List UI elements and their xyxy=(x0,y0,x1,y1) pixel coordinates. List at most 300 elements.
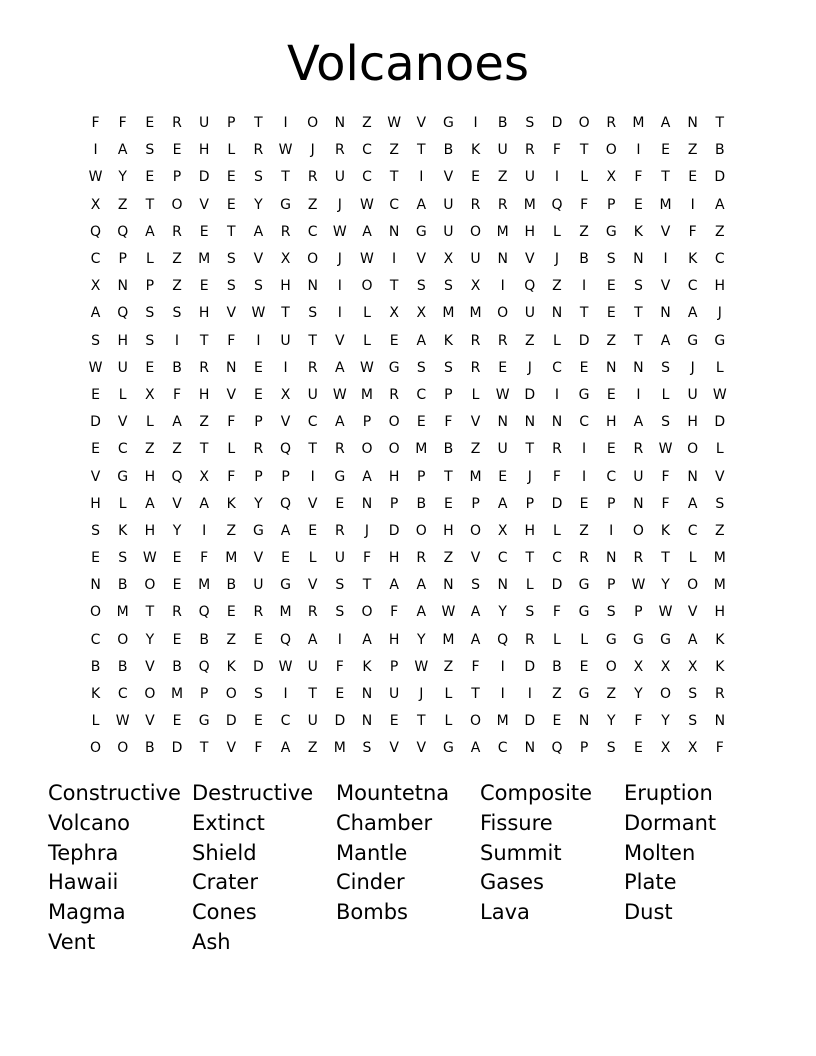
grid-row xyxy=(82,219,742,246)
grid-letter: R xyxy=(497,196,508,213)
grid-letter: I xyxy=(419,169,424,186)
grid-letter: Z xyxy=(172,251,182,268)
grid-letter: R xyxy=(199,359,209,376)
grid-letter: Z xyxy=(226,631,237,648)
grid-letter: S xyxy=(416,278,426,295)
grid-letter: L xyxy=(227,142,236,159)
grid-letter: K xyxy=(362,658,372,675)
grid-letter: E xyxy=(172,142,182,159)
grid-letter: H xyxy=(280,278,291,295)
grid-letter: Q xyxy=(90,223,102,240)
grid-letter: R xyxy=(253,142,264,159)
grid-letter: R xyxy=(470,359,481,376)
grid-letter: A xyxy=(90,305,101,322)
grid-letter: F xyxy=(552,604,561,621)
grid-letter: J xyxy=(337,251,342,268)
grid-letter: A xyxy=(362,631,372,648)
grid-letter: S xyxy=(226,278,236,295)
grid-letter: E xyxy=(145,169,155,186)
grid-letter: E xyxy=(281,550,290,567)
grid-letter: M xyxy=(632,115,645,132)
grid-letter: P xyxy=(281,468,290,485)
grid-letter: K xyxy=(443,332,453,349)
grid-letter: F xyxy=(634,713,643,730)
grid-letter: P xyxy=(172,169,182,186)
grid-letter: T xyxy=(715,115,725,132)
grid-letter: I xyxy=(283,359,288,376)
grid-letter: F xyxy=(227,414,236,431)
grid-letter: R xyxy=(253,604,264,621)
grid-letter: B xyxy=(416,495,427,512)
grid-letter: I xyxy=(527,686,532,703)
grid-letter: Q xyxy=(551,196,563,213)
grid-letter: E xyxy=(606,278,616,295)
grid-letter: O xyxy=(388,414,400,431)
grid-letter: K xyxy=(90,686,101,703)
grid-letter: K xyxy=(118,522,128,539)
grid-row xyxy=(82,192,742,219)
grid-letter: B xyxy=(226,577,237,594)
grid-letter: O xyxy=(632,522,644,539)
grid-letter: E xyxy=(579,495,589,512)
grid-letter: L xyxy=(580,169,588,186)
word-list-item: Bombs xyxy=(336,900,408,925)
grid-letter: M xyxy=(442,305,455,322)
grid-letter: S xyxy=(443,359,453,376)
grid-letter: K xyxy=(226,495,236,512)
grid-letter: R xyxy=(307,604,318,621)
word-list-item: Mantle xyxy=(336,840,408,865)
grid-letter: X xyxy=(443,251,454,268)
grid-letter: Q xyxy=(198,658,210,675)
grid-letter: D xyxy=(551,577,563,594)
grid-letter: R xyxy=(552,441,562,458)
grid-letter: E xyxy=(172,550,182,567)
grid-letter: W xyxy=(88,169,103,186)
grid-letter: C xyxy=(606,468,617,485)
grid-letter: O xyxy=(660,686,672,703)
grid-letter: R xyxy=(416,550,427,567)
grid-letter: X xyxy=(497,522,508,539)
word-list xyxy=(48,778,778,957)
grid-letter: X xyxy=(280,251,291,268)
grid-letter: T xyxy=(416,713,426,730)
grid-letter: I xyxy=(473,115,478,132)
grid-letter: X xyxy=(660,658,671,675)
grid-letter: Q xyxy=(117,305,129,322)
grid-letter: D xyxy=(551,115,563,132)
grid-letter: O xyxy=(90,604,102,621)
grid-letter: G xyxy=(578,686,590,703)
grid-letter: M xyxy=(198,577,211,594)
grid-letter: W xyxy=(332,386,347,403)
grid-letter: A xyxy=(199,495,209,512)
grid-letter: K xyxy=(470,142,481,159)
grid-letter: N xyxy=(687,468,698,485)
grid-letter: C xyxy=(389,196,399,213)
grid-letter: D xyxy=(524,386,536,403)
grid-letter: N xyxy=(307,278,318,295)
grid-letter: O xyxy=(361,441,373,458)
grid-letter: J xyxy=(364,522,370,539)
grid-letter: E xyxy=(335,495,345,512)
grid-row xyxy=(82,681,742,708)
grid-letter: U xyxy=(334,169,345,186)
grid-letter: F xyxy=(661,468,670,485)
grid-letter: C xyxy=(117,686,128,703)
grid-letter: A xyxy=(660,332,671,349)
grid-letter: L xyxy=(715,441,724,458)
grid-letter: R xyxy=(389,386,399,403)
grid-letter: A xyxy=(145,495,155,512)
grid-row xyxy=(82,409,742,436)
grid-letter: N xyxy=(524,414,536,431)
grid-letter: Q xyxy=(280,495,292,512)
grid-letter: T xyxy=(634,332,643,349)
grid-letter: S xyxy=(471,577,480,594)
grid-letter: M xyxy=(469,468,482,485)
grid-letter: S xyxy=(606,251,616,268)
grid-letter: D xyxy=(524,713,536,730)
grid-letter: Z xyxy=(443,658,454,675)
grid-letter: R xyxy=(307,359,318,376)
grid-letter: Z xyxy=(552,278,562,295)
grid-letter: L xyxy=(444,713,453,730)
grid-letter: N xyxy=(524,740,536,757)
grid-letter: E xyxy=(688,169,698,186)
grid-letter: W xyxy=(658,604,673,621)
grid-letter: R xyxy=(334,522,345,539)
grid-letter: L xyxy=(471,386,480,403)
grid-letter: L xyxy=(145,251,154,268)
grid-letter: A xyxy=(416,577,427,594)
grid-letter: D xyxy=(551,495,563,512)
grid-letter: X xyxy=(470,278,481,295)
grid-letter: H xyxy=(388,631,400,648)
grid-letter: I xyxy=(609,522,614,539)
grid-letter: G xyxy=(632,631,644,648)
grid-letter: E xyxy=(253,359,263,376)
grid-letter: A xyxy=(172,414,182,431)
grid-letter: G xyxy=(388,359,400,376)
grid-letter: T xyxy=(199,441,209,458)
grid-letter: F xyxy=(715,740,724,757)
grid-letter: I xyxy=(310,468,315,485)
grid-letter: S xyxy=(688,686,698,703)
grid-letter: F xyxy=(118,115,127,132)
grid-letter: G xyxy=(280,196,291,213)
grid-letter: I xyxy=(690,196,695,213)
grid-letter: Q xyxy=(497,631,509,648)
word-list-item: Volcano xyxy=(48,810,130,835)
grid-letter: J xyxy=(690,359,695,376)
grid-letter: U xyxy=(443,223,454,240)
grid-letter: S xyxy=(335,604,345,621)
grid-letter: V xyxy=(660,278,671,295)
grid-letter: L xyxy=(227,441,236,458)
grid-letter: V xyxy=(307,495,318,512)
grid-letter: L xyxy=(118,386,127,403)
grid-letter: Y xyxy=(145,631,155,648)
grid-letter: Q xyxy=(198,604,210,621)
grid-letter: P xyxy=(389,495,399,512)
grid-letter: K xyxy=(715,658,725,675)
grid-letter: N xyxy=(633,359,644,376)
grid-letter: J xyxy=(337,196,342,213)
grid-letter: V xyxy=(199,196,209,213)
grid-letter: B xyxy=(443,142,454,159)
grid-letter: H xyxy=(714,604,726,621)
grid-letter: N xyxy=(497,577,508,594)
grid-letter: E xyxy=(498,468,508,485)
grid-letter: E xyxy=(199,223,209,240)
grid-letter: O xyxy=(687,577,699,594)
grid-letter: Z xyxy=(199,414,209,431)
grid-letter: G xyxy=(442,740,454,757)
grid-letter: I xyxy=(663,251,668,268)
grid-letter: S xyxy=(362,740,372,757)
grid-letter: F xyxy=(227,468,236,485)
grid-letter: P xyxy=(254,468,263,485)
grid-letter: C xyxy=(416,386,427,403)
grid-letter: L xyxy=(580,631,588,648)
grid-letter: M xyxy=(496,713,509,730)
grid-letter: J xyxy=(717,305,722,322)
grid-letter: S xyxy=(606,740,616,757)
grid-letter: O xyxy=(361,278,373,295)
grid-letter: O xyxy=(307,115,319,132)
grid-letter: W xyxy=(387,115,402,132)
grid-letter: F xyxy=(444,414,453,431)
grid-letter: E xyxy=(633,740,643,757)
grid-letter: T xyxy=(199,740,209,757)
grid-letter: V xyxy=(145,713,155,730)
grid-letter: V xyxy=(307,577,318,594)
grid-letter: T xyxy=(362,577,372,594)
grid-letter: V xyxy=(335,332,345,349)
grid-letter: U xyxy=(633,468,644,485)
grid-letter: N xyxy=(361,495,373,512)
grid-letter: E xyxy=(416,414,426,431)
grid-letter: R xyxy=(579,550,589,567)
grid-row xyxy=(82,137,742,164)
grid-letter: M xyxy=(415,441,428,458)
grid-letter: T xyxy=(634,305,643,322)
grid-letter: Y xyxy=(254,495,263,512)
word-list-item: Constructive xyxy=(48,781,181,805)
grid-letter: R xyxy=(253,441,264,458)
grid-letter: F xyxy=(200,550,209,567)
grid-letter: J xyxy=(419,686,424,703)
grid-letter: Q xyxy=(551,740,563,757)
grid-letter: K xyxy=(226,658,236,675)
grid-letter: I xyxy=(500,658,505,675)
word-list-item: Extinct xyxy=(192,810,265,835)
grid-letter: D xyxy=(578,332,590,349)
grid-letter: F xyxy=(91,115,100,132)
grid-letter: A xyxy=(280,740,291,757)
grid-row xyxy=(82,627,742,654)
grid-letter: Z xyxy=(145,441,155,458)
grid-letter: S xyxy=(308,305,318,322)
grid-letter: O xyxy=(415,522,427,539)
grid-letter: T xyxy=(226,223,236,240)
grid-letter: V xyxy=(687,604,698,621)
grid-letter: G xyxy=(605,223,617,240)
grid-letter: R xyxy=(524,142,535,159)
grid-letter: W xyxy=(712,386,727,403)
grid-letter: R xyxy=(172,604,182,621)
grid-letter: Z xyxy=(525,332,535,349)
grid-letter: O xyxy=(687,441,699,458)
grid-letter: R xyxy=(606,115,617,132)
grid-letter: Z xyxy=(307,740,318,757)
grid-letter: S xyxy=(91,522,101,539)
grid-letter: V xyxy=(416,251,427,268)
grid-letter: R xyxy=(172,223,182,240)
grid-letter: H xyxy=(388,550,400,567)
grid-row xyxy=(82,572,742,599)
grid-letter: E xyxy=(91,386,100,403)
grid-letter: T xyxy=(199,332,209,349)
grid-letter: H xyxy=(524,522,536,539)
grid-letter: D xyxy=(90,414,101,431)
grid-letter: U xyxy=(253,577,264,594)
grid-letter: A xyxy=(416,332,427,349)
grid-letter: W xyxy=(658,441,673,458)
grid-letter: Z xyxy=(172,278,182,295)
grid-letter: T xyxy=(389,169,399,186)
grid-letter: L xyxy=(553,332,561,349)
grid-letter: H xyxy=(198,305,210,322)
grid-row xyxy=(82,518,742,545)
grid-letter: Y xyxy=(661,577,670,594)
grid-letter: P xyxy=(634,604,643,621)
grid-letter: W xyxy=(631,577,646,594)
grid-letter: I xyxy=(283,115,288,132)
grid-letter: J xyxy=(527,468,532,485)
grid-letter: G xyxy=(442,115,454,132)
grid-letter: V xyxy=(280,414,291,431)
grid-letter: E xyxy=(498,359,508,376)
grid-letter: X xyxy=(145,386,155,403)
grid-letter: I xyxy=(202,522,207,539)
grid-letter: X xyxy=(660,740,671,757)
grid-letter: Y xyxy=(172,522,182,539)
grid-letter: L xyxy=(553,631,561,648)
grid-letter: R xyxy=(280,223,291,240)
grid-letter: J xyxy=(554,251,560,268)
grid-letter: P xyxy=(227,115,236,132)
grid-letter: N xyxy=(334,115,346,132)
grid-letter: E xyxy=(552,713,562,730)
grid-letter: W xyxy=(332,223,347,240)
grid-letter: A xyxy=(253,223,264,240)
grid-letter: Z xyxy=(552,686,562,703)
grid-letter: T xyxy=(145,196,155,213)
grid-letter: Z xyxy=(470,441,481,458)
grid-letter: E xyxy=(145,359,155,376)
grid-letter: G xyxy=(117,468,129,485)
grid-letter: E xyxy=(335,686,345,703)
grid-letter: F xyxy=(335,658,344,675)
grid-letter: O xyxy=(578,115,590,132)
grid-letter: X xyxy=(687,740,698,757)
grid-letter: V xyxy=(226,386,237,403)
grid-letter: L xyxy=(145,414,154,431)
grid-letter: E xyxy=(172,713,182,730)
grid-letter: F xyxy=(552,142,561,159)
grid-letter: P xyxy=(579,740,589,757)
grid-letter: H xyxy=(524,223,536,240)
grid-letter: N xyxy=(633,251,644,268)
grid-letter: R xyxy=(307,169,318,186)
grid-letter: Z xyxy=(606,686,617,703)
grid-letter: I xyxy=(582,468,587,485)
grid-letter: B xyxy=(199,631,209,648)
grid-letter: L xyxy=(688,550,697,567)
word-list-item: Cinder xyxy=(336,870,405,895)
grid-letter: T xyxy=(281,305,290,322)
grid-letter: L xyxy=(553,522,561,539)
grid-row xyxy=(82,708,742,735)
grid-letter: D xyxy=(253,658,264,675)
grid-letter: X xyxy=(199,468,209,485)
grid-letter: E xyxy=(145,115,155,132)
grid-letter: B xyxy=(579,251,589,268)
grid-letter: T xyxy=(525,550,535,567)
grid-letter: Z xyxy=(687,142,698,159)
grid-letter: M xyxy=(442,631,455,648)
grid-letter: S xyxy=(172,305,182,322)
grid-letter: I xyxy=(582,278,587,295)
grid-letter: A xyxy=(497,495,508,512)
grid-letter: Q xyxy=(171,468,183,485)
grid-letter: M xyxy=(496,223,509,240)
grid-letter: Y xyxy=(634,686,643,703)
grid-letter: H xyxy=(443,522,454,539)
grid-letter: Z xyxy=(307,196,318,213)
grid-letter: E xyxy=(199,278,209,295)
page-title: Volcanoes xyxy=(287,36,529,92)
grid-letter: M xyxy=(333,740,346,757)
grid-letter: I xyxy=(500,278,505,295)
grid-letter: M xyxy=(279,604,292,621)
grid-letter: V xyxy=(525,251,535,268)
grid-row xyxy=(82,246,742,273)
grid-letter: P xyxy=(444,386,453,403)
grid-row xyxy=(82,545,742,572)
grid-letter: N xyxy=(606,359,617,376)
grid-letter: T xyxy=(525,441,535,458)
grid-letter: B xyxy=(552,658,562,675)
grid-letter: S xyxy=(525,115,535,132)
grid-letter: U xyxy=(524,169,535,186)
grid-letter: B xyxy=(172,658,182,675)
grid-letter: O xyxy=(307,251,319,268)
grid-letter: T xyxy=(145,604,155,621)
grid-letter: B xyxy=(117,658,128,675)
word-list-item: Gases xyxy=(480,870,544,895)
grid-letter: M xyxy=(170,686,184,703)
grid-letter: S xyxy=(253,278,263,295)
grid-letter: N xyxy=(633,495,644,512)
grid-letter: L xyxy=(525,577,534,594)
grid-letter: E xyxy=(253,631,263,648)
grid-letter: U xyxy=(117,359,128,376)
grid-row xyxy=(82,599,742,626)
grid-letter: A xyxy=(117,142,128,159)
